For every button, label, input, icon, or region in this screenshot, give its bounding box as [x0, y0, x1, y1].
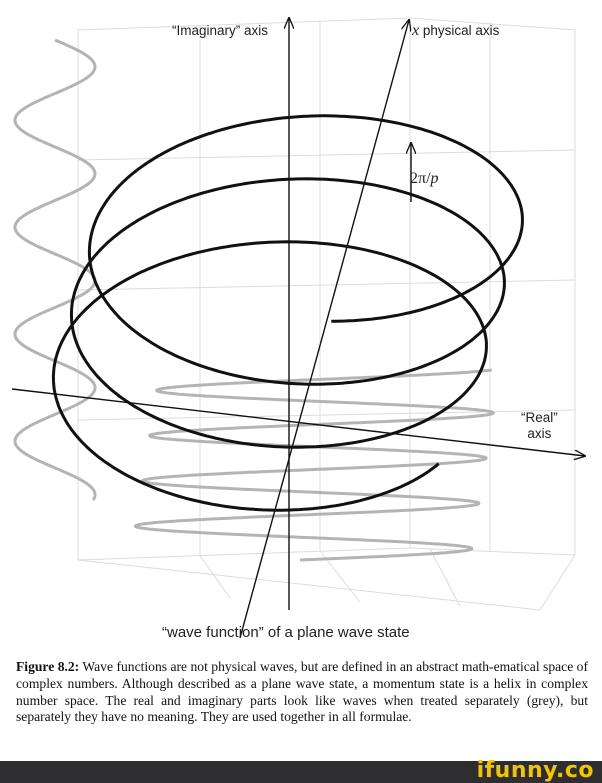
imaginary-axis-label: “Imaginary” axis [172, 23, 269, 38]
period-numerator: 2π/ [410, 170, 431, 187]
real-axis-label-line1: “Real” [521, 410, 558, 425]
real-part-projection [135, 370, 493, 560]
figure-caption-text: Wave functions are not physical waves, but are defined in an abstract math-ematical space of complex numbers. Although described as a plane wave state, a momentum state is a helix in complex number space. The real and imaginary parts look like waves when treated separately (grey), but separately they have no meaning. They are used together in all formulae. [16, 659, 588, 725]
figure-caption [16, 659, 588, 726]
figure-caption-label: Figure 8.2: [16, 659, 80, 674]
watermark-bar [0, 758, 602, 783]
real-axis-label-line2: axis [527, 426, 552, 441]
real-axis-label [521, 410, 558, 442]
x-axis-label-text: physical axis [419, 23, 500, 38]
wave-function-helix [53, 116, 522, 510]
x-symbol: x [412, 22, 420, 39]
x-physical-axis-label [412, 22, 499, 40]
period-momentum-symbol: p [430, 170, 439, 187]
period-label [410, 170, 439, 188]
ifunny-logo: ifunny.co [476, 758, 594, 783]
diagram-title: “wave function” of a plane wave state [162, 624, 410, 641]
x-physical-axis [240, 20, 409, 638]
background-grid [78, 18, 575, 610]
